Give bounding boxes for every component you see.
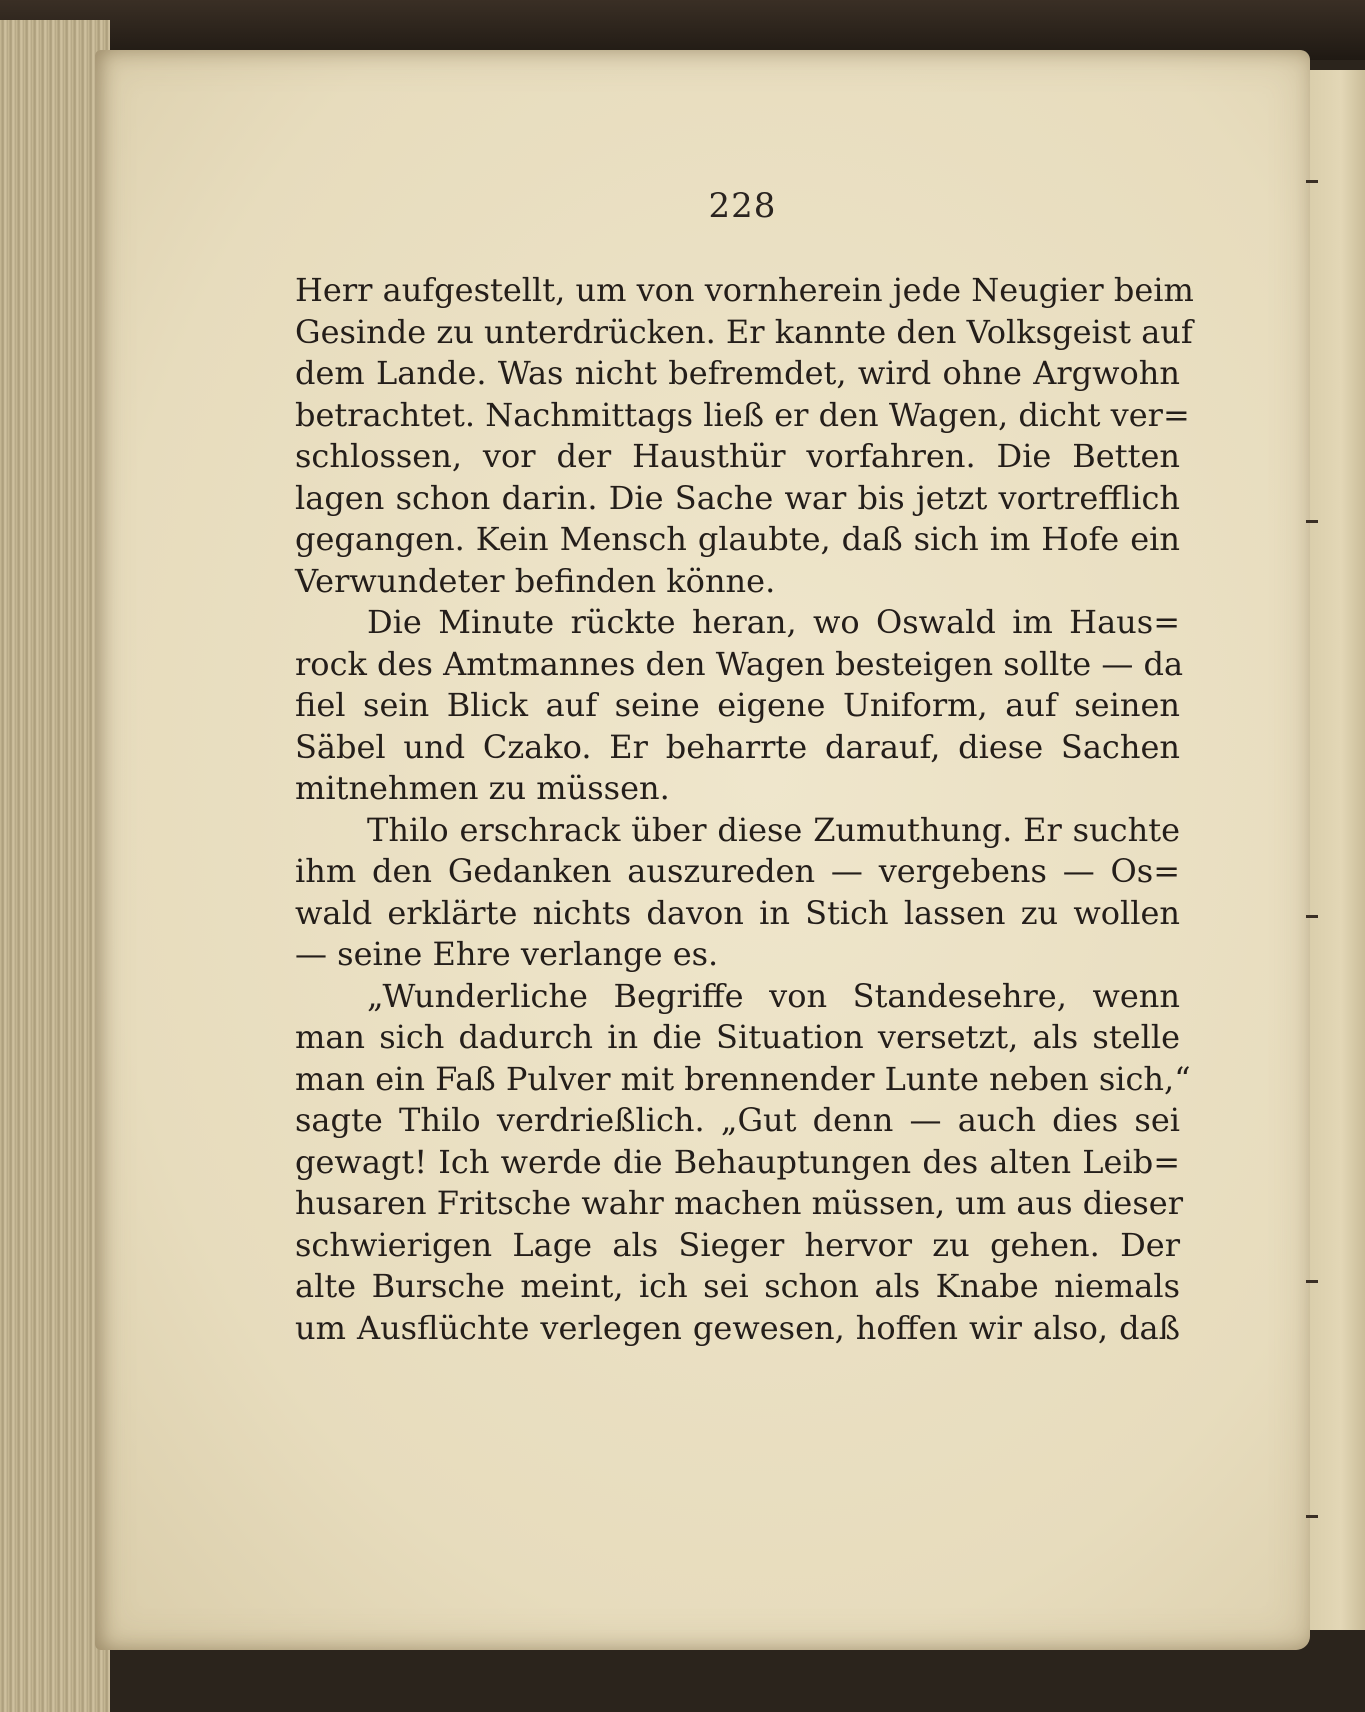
text-line: Die Minute rückte heran, wo Oswald im Haus= (367, 603, 1180, 641)
text-line: Säbel und Czako. Er beharrte darauf, diese Sachen (295, 727, 1180, 766)
text-line: sagte Thilo verdrießlich. „Gut denn — auch dies sei (295, 1101, 1180, 1139)
margin-tick (1306, 180, 1318, 183)
text-line: Verwundeter befinden könne. (295, 561, 776, 600)
page-number: 228 (708, 186, 777, 226)
text-line: alte Bursche meint, ich sei schon als Knabe niemals (295, 1267, 1180, 1305)
margin-tick (1306, 520, 1318, 523)
margin-tick (1306, 915, 1318, 918)
text-line: um Ausflüchte verlegen gewesen, hoffen wir also, daß (295, 1308, 1180, 1347)
text-line: ihm den Gedanken auszureden — vergebens — Os= (295, 852, 1180, 890)
text-line: mitnehmen zu müssen. (295, 769, 670, 807)
text-line: husaren Fritsche wahr machen müssen, um aus dieser (295, 1184, 1184, 1222)
text-line: gegangen. Kein Mensch glaubte, daß sich im Hofe ein (295, 520, 1180, 558)
text-line: Gesinde zu unterdrücken. Er kannte den Volksgeist auf (295, 312, 1193, 351)
text-line: fiel sein Blick auf seine eigene Uniform, auf seinen (295, 686, 1180, 724)
text-line: lagen schon darin. Die Sache war bis jetzt vortrefflich (295, 478, 1180, 517)
text-line: wald erklärte nichts davon in Stich lassen zu wollen (295, 893, 1180, 932)
margin-tick (1306, 1280, 1318, 1283)
margin-tick (1306, 1515, 1318, 1518)
text-line: „Wunderliche Begriffe von Standesehre, wenn (367, 976, 1180, 1015)
text-line: dem Lande. Was nicht befremdet, wird ohne Argwohn (295, 354, 1180, 392)
page-text-block (295, 270, 1194, 1349)
text-line: man ein Faß Pulver mit brennender Lunte neben sich,“ (295, 1059, 1191, 1098)
margin-marks (1306, 0, 1316, 1712)
book-page-edges-left (0, 20, 110, 1712)
text-line: Thilo erschrack über diese Zumuthung. Er suchte (367, 810, 1180, 849)
text-line: — seine Ehre verlange es. (295, 935, 719, 973)
text-line: betrachtet. Nachmittags ließ er den Wagen, dicht ver= (295, 395, 1190, 434)
text-line: man sich dadurch in die Situation versetzt, als stelle (295, 1018, 1180, 1056)
text-line: Herr aufgestellt, um von vornherein jede Neugier beim (295, 271, 1194, 309)
text-line: rock des Amtmannes den Wagen besteigen sollte — da (295, 644, 1184, 683)
text-line: schwierigen Lage als Sieger hervor zu gehen. Der (295, 1225, 1180, 1264)
text-line: gewagt! Ich werde die Behauptungen des alten Leib= (295, 1142, 1180, 1181)
text-line: schlossen, vor der Hausthür vorfahren. Die Betten (295, 437, 1180, 475)
